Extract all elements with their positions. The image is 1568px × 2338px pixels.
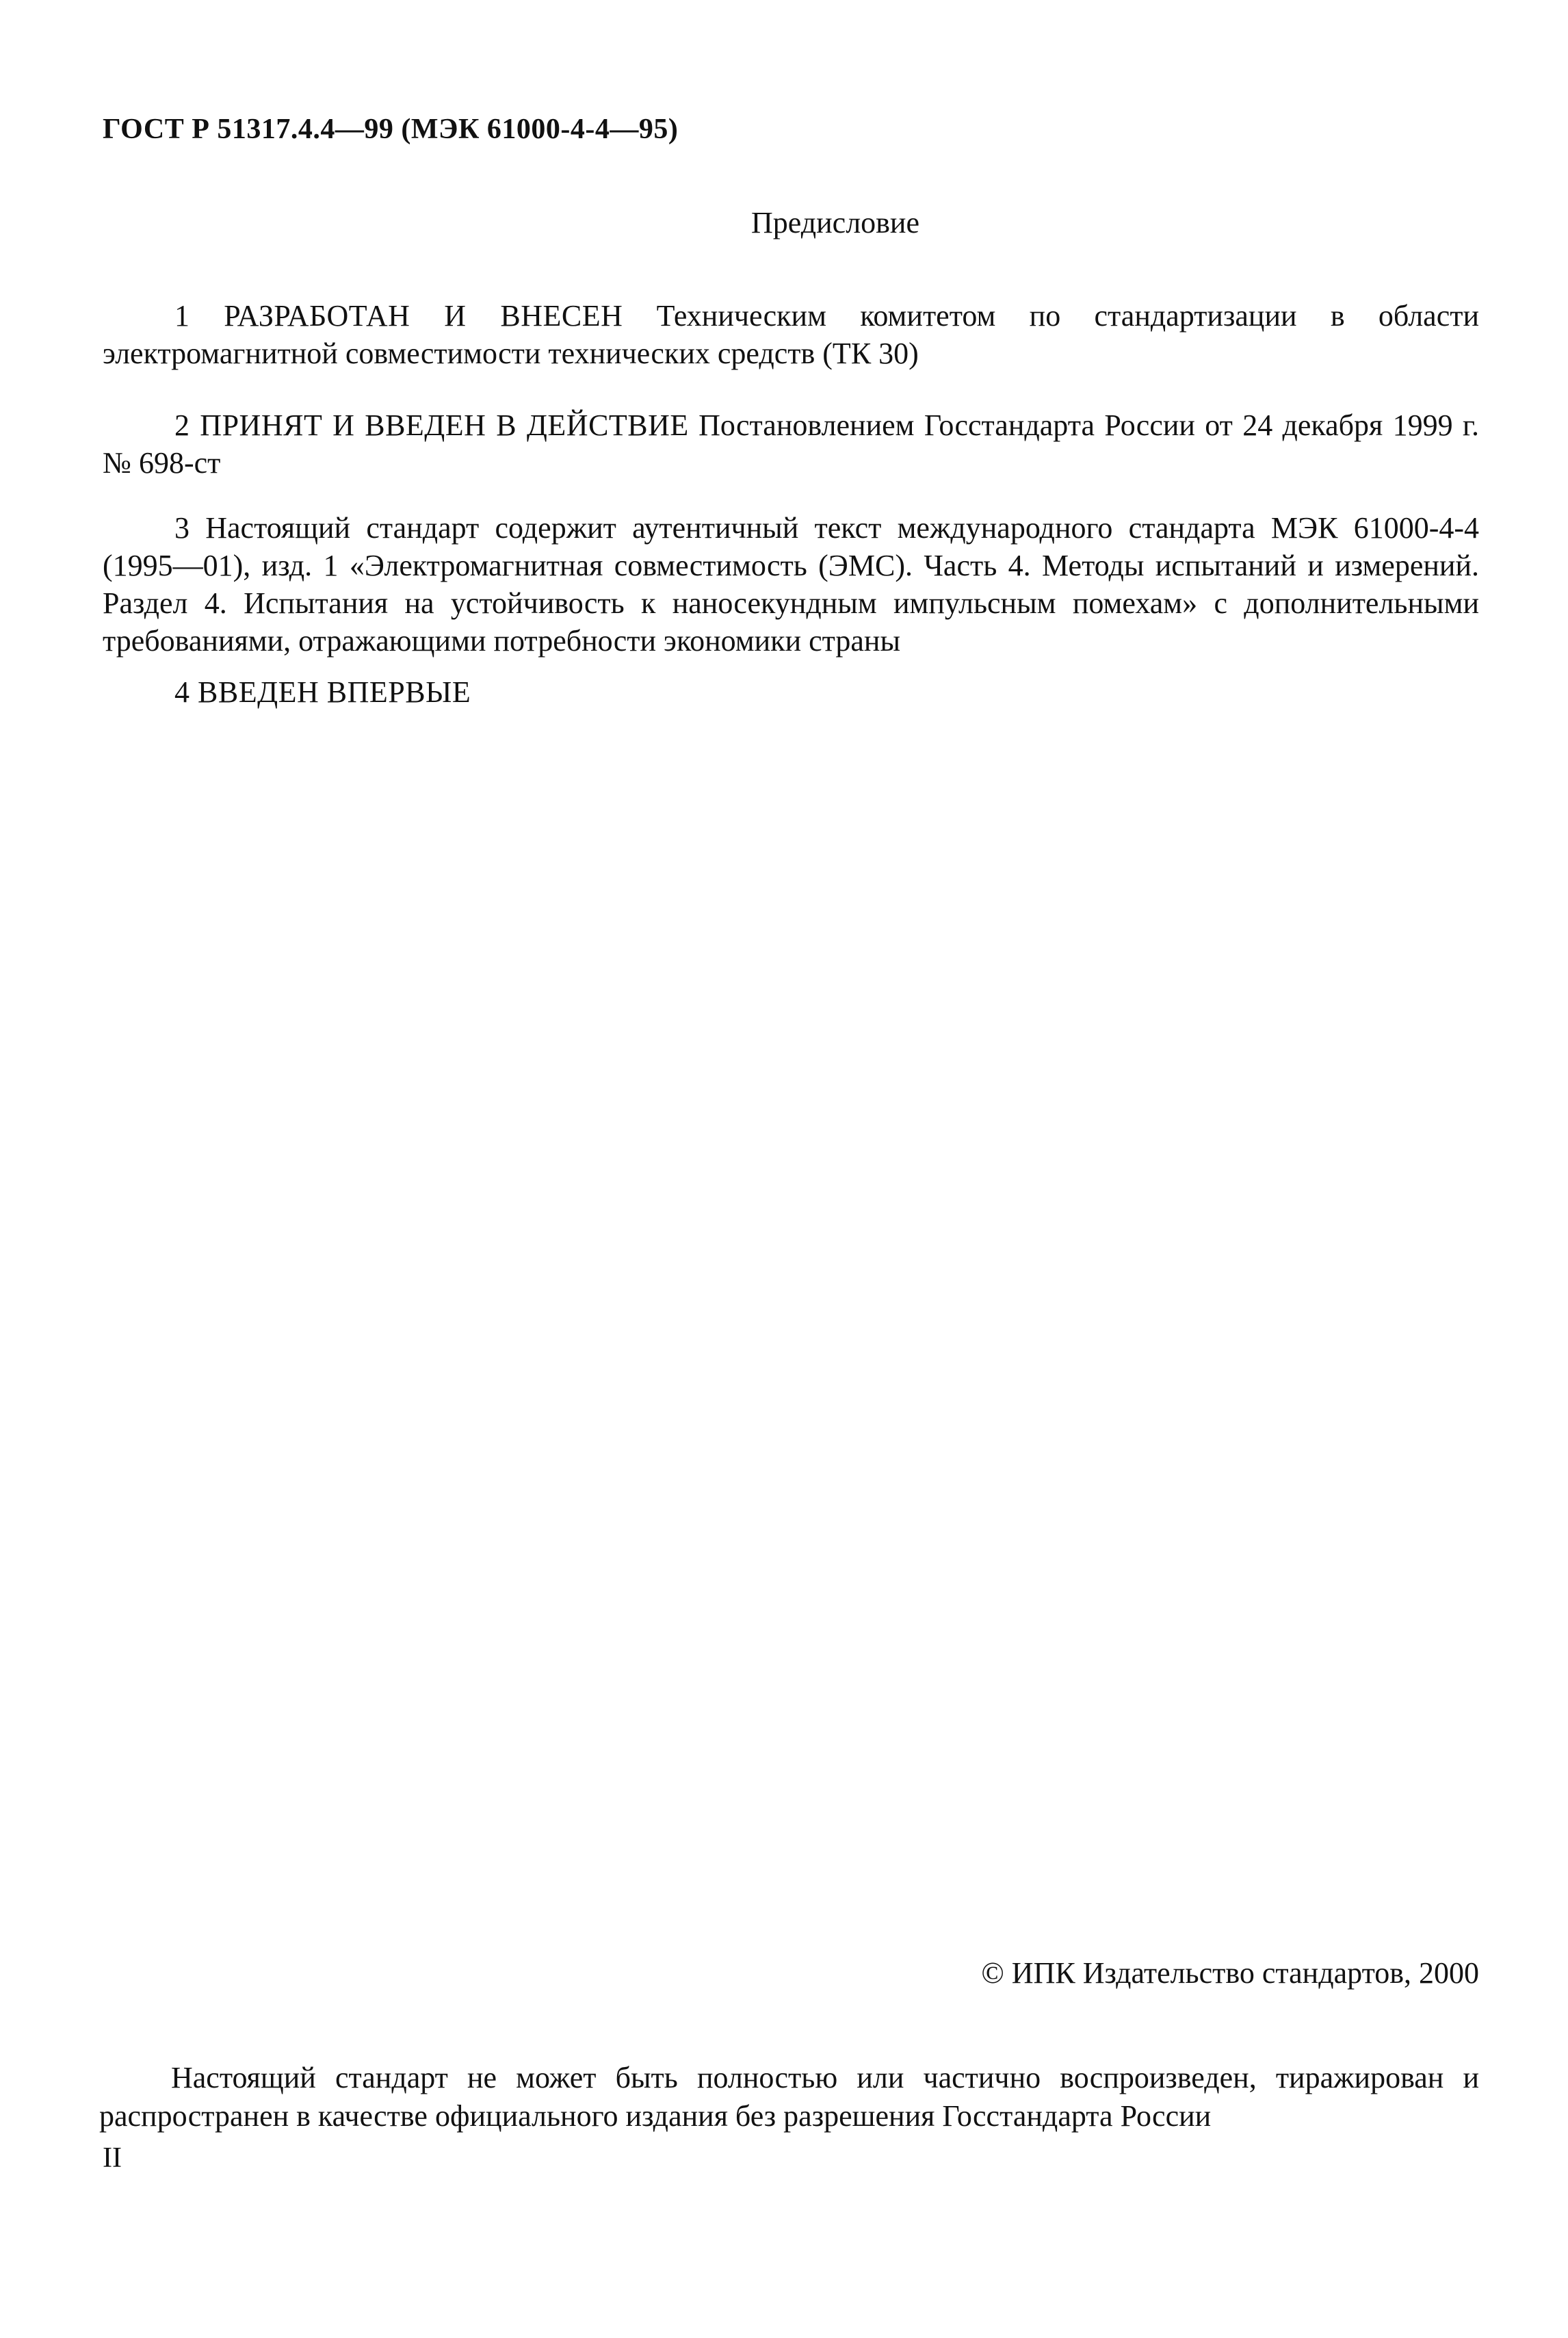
item-text: Техническим комитетом по стандартизации в области электромагнитной совместимости технических средств (ТК 30): [103, 299, 1479, 370]
document-header: ГОСТ Р 51317.4.4—99 (МЭК 61000-4-4—95): [103, 114, 679, 145]
page-number: II: [103, 2142, 122, 2174]
section-title: Предисловие: [751, 206, 919, 239]
preface-item-4: [103, 673, 1479, 711]
item-text: 3 Настоящий стандарт содержит аутентичный текст международного стандарта МЭК 61000-4-4 (1995—01), изд. 1 «Электромагнитная совместимость (ЭМС). Часть 4. Методы испытаний и измерений. Раздел 4. Испытания на устойчивость к наносекундным импульсным помехам» с дополнительными требованиями, отражающими потребности экономики страны: [103, 511, 1479, 658]
item-lead: 1 РАЗРАБОТАН И ВНЕСЕН: [174, 299, 623, 333]
item-lead: 2 ПРИНЯТ И ВВЕДЕН В ДЕЙСТВИЕ: [174, 408, 689, 442]
item-text: Постановлением Госстандарта России от 24 декабря 1999 г. № 698-ст: [103, 408, 1479, 480]
preface-item-1: [103, 297, 1479, 372]
item-lead: 4 ВВЕДЕН ВПЕРВЫЕ: [174, 675, 471, 709]
preface-item-2: [103, 406, 1479, 482]
preface-item-3: [103, 509, 1479, 660]
reproduction-notice: Настоящий стандарт не может быть полностью или частично воспроизведен, тиражирован и распространен в качестве официального издания без разрешения Госстандарта России: [99, 2061, 1479, 2133]
copyright-line: © ИПК Издательство стандартов, 2000: [981, 1956, 1479, 1990]
